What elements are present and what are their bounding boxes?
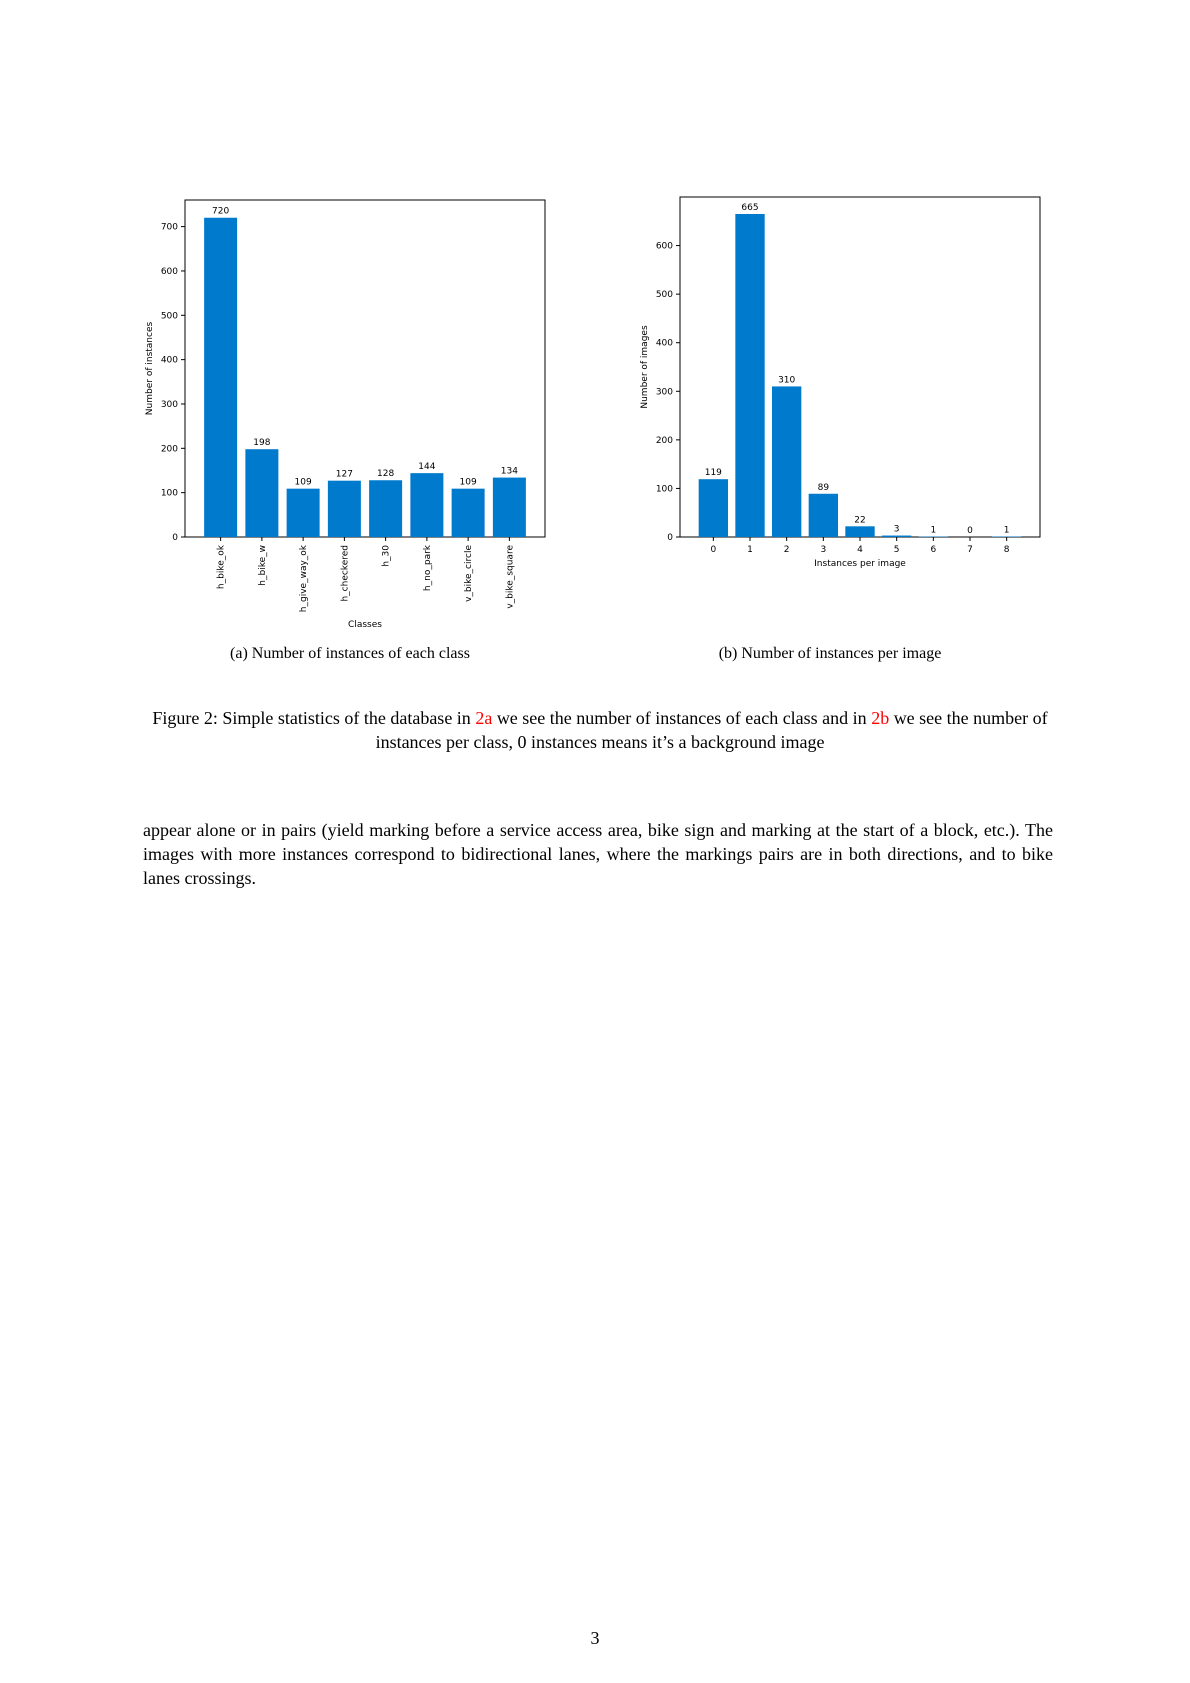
chart-b-ytick-label: 600 [655,241,673,252]
chart-a-xtick-label: h_bike_w [257,545,268,586]
chart-b-data-label: 3 [893,524,900,535]
chart-b-bar [772,386,801,537]
chart-a-data-label: 720 [212,206,230,217]
chart-b-data-label: 1 [930,525,937,536]
chart-b-bar [735,214,764,537]
chart-instances-per-class [125,185,575,645]
chart-a-bar [452,489,485,537]
figure-ref-2b[interactable]: 2b [871,708,890,728]
chart-a-data-label: 198 [253,438,271,449]
chart-a-xtick-label: h_give_way_ok [299,545,310,613]
chart-b-data-label: 1 [1003,525,1010,536]
subcaption-b: (b) Number of instances per image [718,645,942,662]
chart-b-xtick-label: 0 [710,545,717,555]
chart-a-bar [287,489,320,537]
chart-a-bar [245,449,278,537]
figure-caption-part1: Figure 2: Simple statistics of the database in [152,708,476,728]
chart-b-ytick-label: 500 [655,290,673,301]
chart-a-xtick-label: v_bike_square [505,545,516,609]
chart-b-bar [882,536,911,537]
chart-b-ytick-label: 200 [655,435,673,446]
chart-b-xtick-label: 4 [857,545,863,555]
chart-a-xlabel: Classes [348,620,382,630]
chart-a-bar [204,218,237,537]
chart-b-ytick-label: 300 [655,387,673,398]
chart-a-data-label: 109 [294,477,312,488]
chart-b-data-label: 665 [741,203,759,213]
chart-a-bar [410,473,443,537]
chart-b-xtick-label: 8 [1003,545,1010,555]
chart-a-frame [185,200,545,537]
chart-a-data-label: 144 [418,462,436,473]
chart-a-data-label: 134 [500,466,518,477]
figure-caption-part2: we see the number of instances of each class and in [492,708,872,728]
chart-a-ytick-label: 300 [160,399,178,410]
figure-ref-2a[interactable]: 2a [475,708,493,728]
chart-b-data-label: 89 [817,482,830,493]
chart-a-ytick-label: 500 [160,311,178,322]
chart-b-bar [699,479,728,537]
chart-b-data-label: 0 [967,526,973,536]
chart-b-ylabel: Number of images [640,325,650,409]
chart-a-bar [328,481,361,537]
chart-a-xtick-label: h_no_park [422,545,433,592]
chart-b-xtick-label: 6 [930,545,937,555]
chart-b-data-label: 310 [778,375,796,386]
chart-a-data-label: 109 [459,477,477,488]
chart-b-xtick-label: 7 [967,545,973,555]
chart-a-ytick-label: 600 [160,266,178,277]
chart-b-xtick-label: 2 [783,545,790,555]
chart-a-ytick-label: 700 [160,222,178,233]
subcaption-a: (a) Number of instances of each class [230,645,470,662]
chart-b-bar [845,526,874,537]
chart-a-xtick-label: v_bike_circle [464,545,475,602]
chart-a-ytick-label: 0 [172,533,178,543]
chart-b-bar [809,494,838,537]
chart-b-ytick-label: 0 [667,533,673,543]
chart-b-svg [620,185,1060,645]
chart-a-ylabel: Number of instances [145,321,155,416]
chart-b-xtick-label: 3 [820,545,827,555]
chart-b-data-label: 119 [704,468,722,479]
chart-a-data-label: 127 [335,469,353,480]
chart-a-xtick-label: h_bike_ok [216,545,227,590]
chart-b-xtick-label: 5 [893,545,900,555]
figure-caption [140,706,1060,754]
chart-instances-per-image [620,185,1060,645]
chart-b-xlabel: Instances per image [814,559,906,569]
chart-a-bar [369,480,402,537]
page-number: 3 [590,1628,600,1648]
chart-a-xtick-label: h_30 [381,545,392,567]
figure-caption-part3: we see the number of instances per class, 0 instances means it’s a background image [375,708,1048,752]
chart-b-ytick-label: 100 [655,484,673,495]
chart-b-xtick-label: 1 [747,545,753,555]
chart-a-ytick-label: 100 [160,488,178,499]
chart-b-data-label: 22 [854,515,866,526]
chart-a-bar [493,478,526,537]
chart-a-xtick-label: h_checkered [340,545,351,602]
chart-a-ytick-label: 200 [160,444,178,455]
chart-a-svg [125,185,575,645]
chart-b-frame [680,197,1040,537]
chart-a-ytick-label: 400 [160,355,178,366]
chart-b-ytick-label: 400 [655,338,673,349]
chart-a-data-label: 128 [377,469,395,480]
body-paragraph: appear alone or in pairs (yield marking before a service access area, bike sign and marking at the start of a block, etc.). The images with more instances correspond to bidirectional lanes, where the markings pairs are in both directions, and to bike lanes crossings. [143,820,1053,888]
